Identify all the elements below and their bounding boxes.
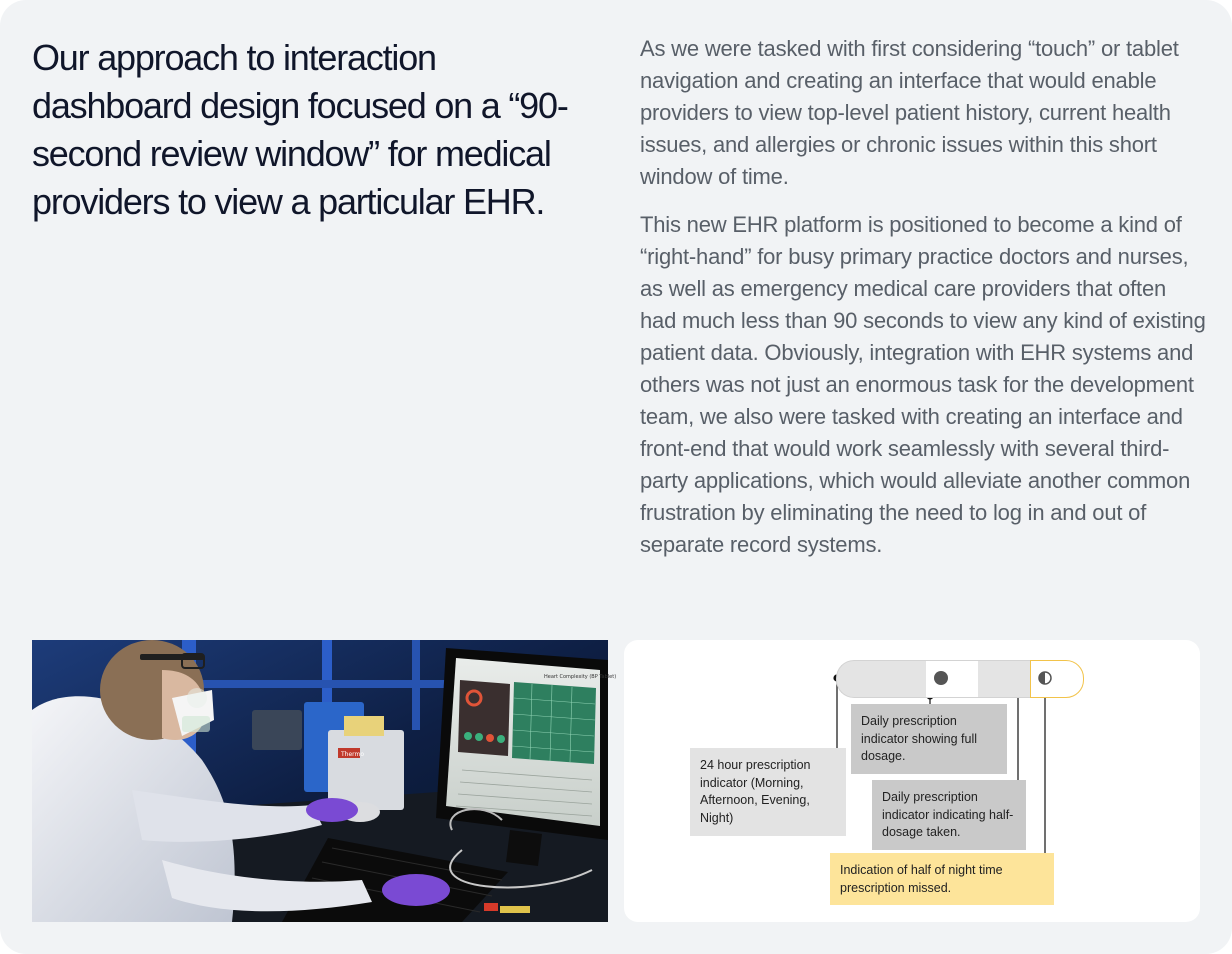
half-dose-dot-icon — [1038, 671, 1052, 685]
instrument-brand-label: Thermo — [341, 751, 365, 758]
note-full-dosage: Daily prescription indicator showing full dosage. — [851, 704, 1007, 774]
body-paragraph-1: As we were tasked with first considering “touch” or tablet navigation and creating an interface that would enable providers to view top-level patient history, current health issues, and allergies or chronic issues within this short window of time. — [640, 36, 1179, 189]
segment-evening — [978, 660, 1030, 698]
prescription-indicator-diagram — [624, 640, 1200, 922]
prescription-indicator-pill — [836, 660, 1086, 698]
note-half-dosage: Daily prescription indicator indicating half-dosage taken. — [872, 780, 1026, 850]
page-headline: Our approach to interaction dashboard design focused on a “90-second review window” for medical providers to view a particular EHR. — [32, 37, 568, 222]
segment-morning — [836, 660, 927, 698]
monitor-heading: Heart Complexity (BP Tablet) — [544, 674, 617, 680]
body-paragraph-2: This new EHR platform is positioned to become a kind of “right-hand” for busy primary practice doctors and nurses, as well as emergency medical care providers that often had much less than 90 seconds to view any kind of existing patient data. Obviously, integration with EHR systems and others was not just an enormous task for the development team, we also were tasked with creating an interface and front-end that would work seamlessly with several third-party applications, which would alleviate another common frustration by eliminating the need to log in and out of separate record systems. — [640, 212, 1206, 557]
body-copy — [640, 33, 1206, 577]
note-night-missed: Indication of half of night time prescription missed. — [830, 853, 1054, 905]
full-dose-dot-icon — [934, 671, 948, 685]
lab-technician-photo — [32, 640, 617, 922]
note-24-hour-indicator: 24 hour prescription indicator (Morning, Afternoon, Evening, Night) — [690, 748, 846, 836]
